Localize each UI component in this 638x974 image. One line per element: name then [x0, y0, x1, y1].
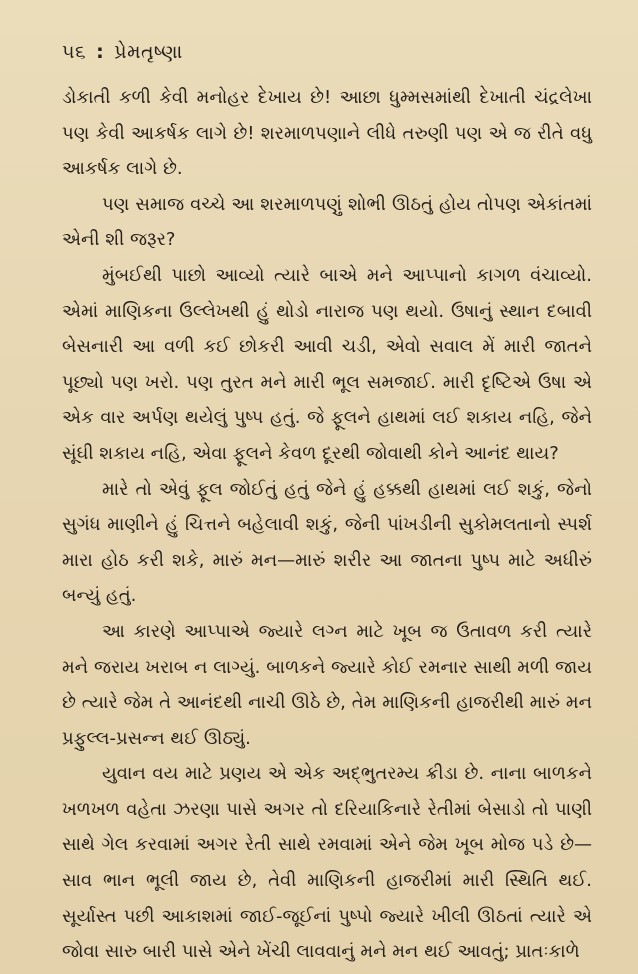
paragraph-6: યુવાન વય માટે પ્રણય એ એક અદ્ભુતરમ્ય ક્રીડા છે. નાના બાળકને ખળખળ વહેતા ઝરણા પાસે અગર તો દરિયાકિનારે રેતીમાં બેસાડો તો પાણી સાથે ગેલ કરવામાં અગર રેતી સાથે રમવામાં એને જેમ ખૂબ મોજ પડે છે—સાવ ભાન ભૂલી જાય છે, તેવી માણિકની હાજરીમાં મારી સ્થિતિ થઈ. સૂર્યાસ્ત પછી આકાશમાં જાઈ-જૂઈનાં પુષ્પો જ્યારે ખીલી ઊઠતાં ત્યારે એ જોવા સારુ બારી પાસે એને ખેંચી લાવવાનું મને મન થઈ આવતું; પ્રાતઃકાળે — [62, 763, 592, 963]
paragraph-3: મુંબઈથી પાછો આવ્યો ત્યારે બાએ મને આપ્પાનો કાગળ વંચાવ્યો. એમાં માણિકના ઉલ્લેખથી હું થોડો નારાજ પણ થયો. ઉષાનું સ્થાન દબાવી બેસનારી આ વળી કઈ છોકરી આવી ચડી, એવો સવાલ મેં મારી જાતને પૂછ્યો પણ ખરો. પણ તુરત મને મારી ભૂલ સમજાઈ. મારી દૃષ્ટિએ ઉષા એ એક વાર અર્પણ થયેલું પુષ્પ હતું. જે ફૂલને હાથમાં લઈ શકાય નહિ, જેને સૂંઘી શકાય નહિ, એવા ફૂલને કેવળ દૂરથી જોવાથી કોને આનંદ થાય? — [62, 264, 592, 464]
page-body — [62, 80, 592, 970]
header-separator: : — [96, 41, 105, 63]
paragraph-1: ડોકાતી કળી કેવી મનોહર દેખાય છે! આછા ધુમ્મસમાંથી દેખાતી ચંદ્રલેખા પણ કેવી આકર્ષક લાગે છે! શરમાળપણાને લીધે તરુણી પણ એ જ રીતે વધુ આકર્ષક લાગે છે. — [62, 87, 592, 180]
running-title: પ્રેમતૃષ્ણા — [114, 41, 183, 63]
paragraph-5: આ કારણે આપ્પાએ જ્યારે લગ્ન માટે ખૂબ જ ઉતાવળ કરી ત્યારે મને જરાય ખરાબ ન લાગ્યું. બાળકને જ્યારે કોઈ રમનાર સાથી મળી જાય છે ત્યારે જેમ તે આનંદથી નાચી ઊઠે છે, તેમ માણિકની હાજરીથી મારું મન પ્રફુલ્લ-પ્રસન્ન થઈ ઊઠ્યું. — [62, 620, 592, 749]
page-header — [62, 38, 592, 66]
page-number: ૫૬ — [62, 41, 87, 63]
paragraph-2: પણ સમાજ વચ્ચે આ શરમાળપણું શોભી ઊઠતું હોય તોપણ એકાંતમાં એની શી જરૂર? — [62, 193, 592, 251]
paragraph-4: મારે તો એવું ફૂલ જોઈતું હતું જેને હું હક્કથી હાથમાં લઈ શકું, જેનો સુગંધ માણીને હું ચિત્તને બહેલાવી શકું, જેની પાંખડીની સુકોમલતાનો સ્પર્શ મારા હોઠ કરી શકે, મારું મન—મારું શરીર આ જાતના પુષ્પ માટે અધીરું બન્યું હતું. — [62, 478, 592, 607]
